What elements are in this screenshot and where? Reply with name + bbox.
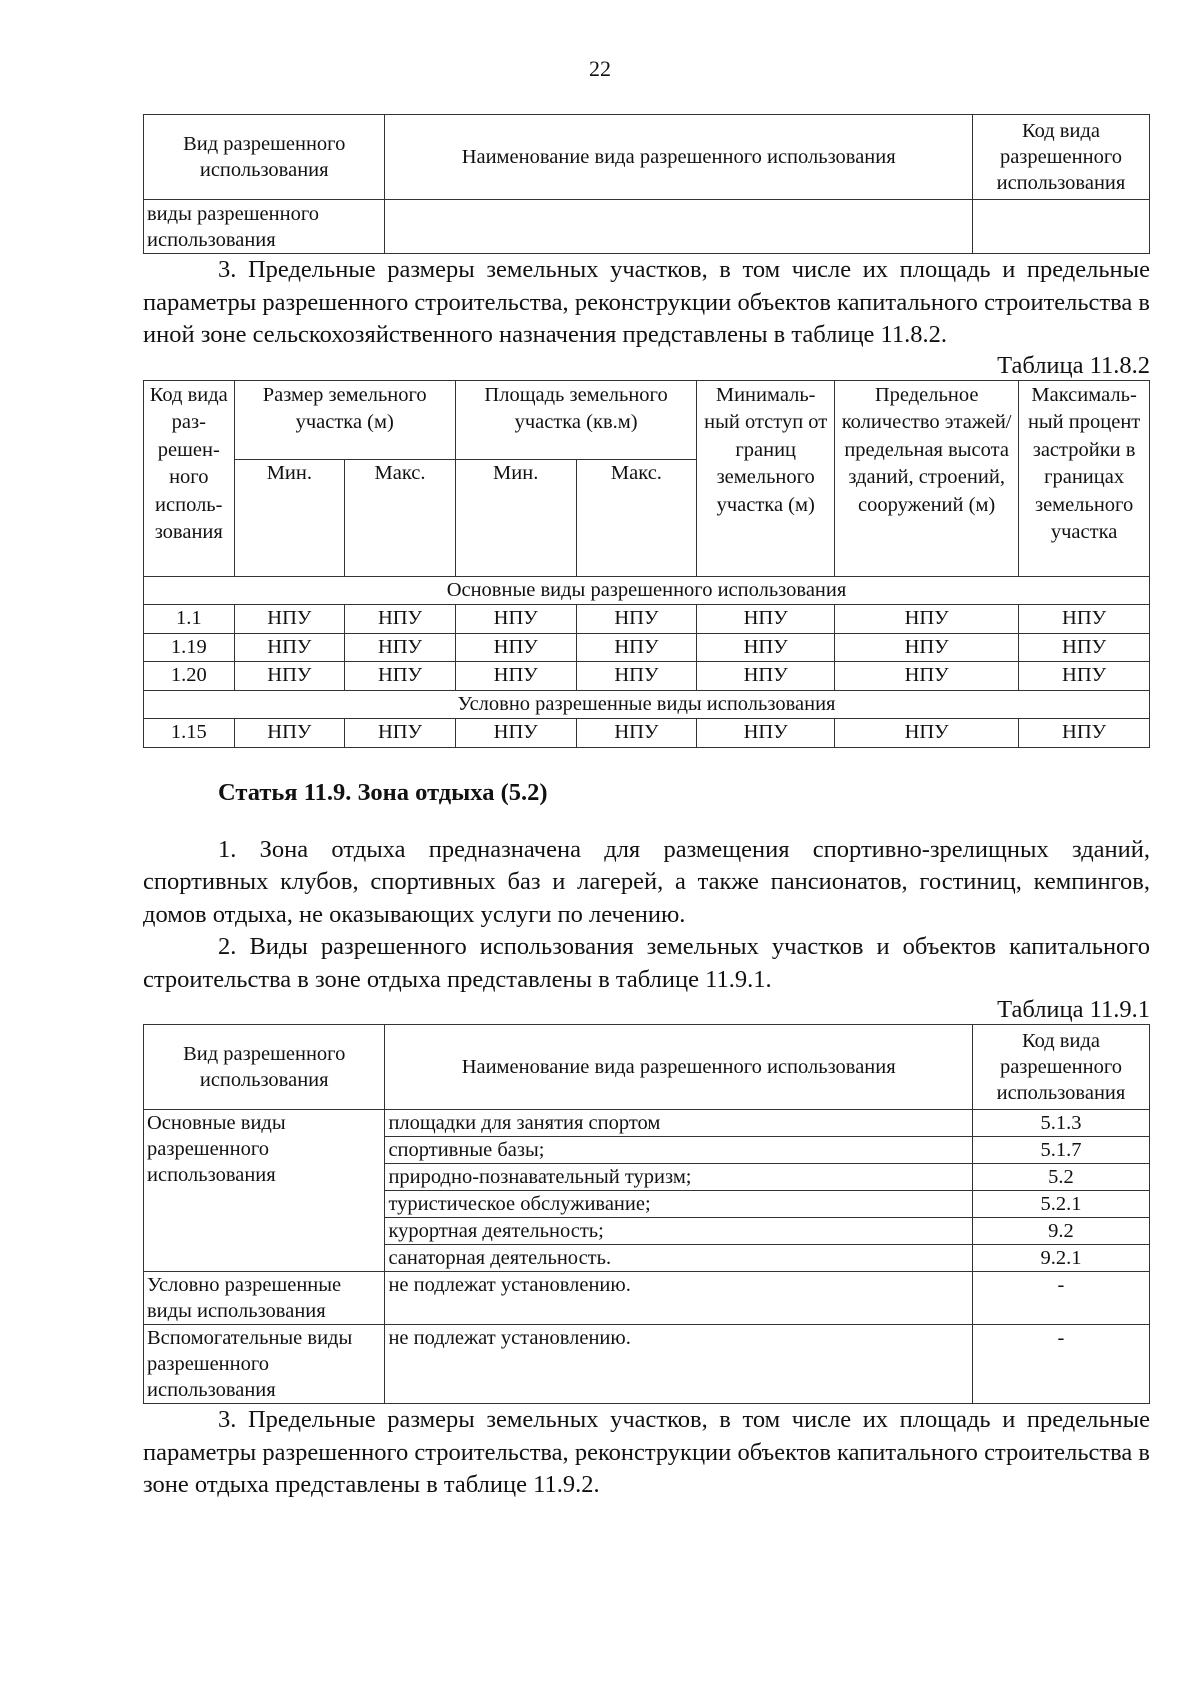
- table-cell: [972, 200, 1149, 254]
- table-cell: НПУ: [1019, 605, 1150, 634]
- header-code: Код вида раз-решен-ного исполь-зования: [144, 380, 235, 576]
- group-auxiliary: Вспомогательные виды разрешенного использования: [144, 1325, 385, 1404]
- table-cell: 5.2.1: [972, 1191, 1149, 1218]
- table-cell: НПУ: [576, 605, 697, 634]
- table-cell: НПУ: [835, 662, 1019, 691]
- table-cell: НПУ: [455, 719, 576, 748]
- table-cell: туристическое обслуживание;: [385, 1191, 973, 1218]
- table-cell: НПУ: [697, 719, 835, 748]
- table-cell: НПУ: [455, 662, 576, 691]
- table-row: [144, 662, 1150, 691]
- table-cell: [385, 200, 973, 254]
- table-cell: НПУ: [234, 662, 345, 691]
- table-1191: [143, 1024, 1150, 1404]
- rows-conditional: [144, 719, 1150, 748]
- table-cell: НПУ: [835, 719, 1019, 748]
- table-row: [144, 633, 1150, 662]
- table-cell: 5.1.7: [972, 1137, 1149, 1164]
- table-cell: 9.2.1: [972, 1245, 1149, 1272]
- table-cell: НПУ: [455, 605, 576, 634]
- table-cell: НПУ: [835, 605, 1019, 634]
- table-cell: 1.15: [144, 719, 235, 748]
- header-type: Вид разрешенного использования: [144, 1025, 385, 1110]
- table-cell: НПУ: [576, 662, 697, 691]
- header-name: Наименование вида разрешенного использования: [385, 1025, 973, 1110]
- header-area: Площадь земельного участка (кв.м): [455, 380, 696, 459]
- table-cell: НПУ: [345, 633, 456, 662]
- header-area-max: Макс.: [576, 459, 697, 576]
- rows-main: [144, 605, 1150, 691]
- table-cell: НПУ: [1019, 719, 1150, 748]
- table-cell: НПУ: [576, 633, 697, 662]
- header-code: Код вида разрешенного использования: [972, 1025, 1149, 1110]
- table-1182: [143, 380, 1150, 748]
- paragraph-3-recreation: 3. Предельные размеры земельных участков, в том числе их площадь и предельные параметры разрешенного строительства, реконструкции объектов капитального строительства в зоне отдыха представлены в таблице 11.9.2.: [143, 1406, 1150, 1498]
- table-caption-1191: Таблица 11.9.1: [997, 996, 1150, 1023]
- header-type: Вид разрешенного использования: [144, 115, 385, 200]
- table-cell: НПУ: [835, 633, 1019, 662]
- header-code: Код вида разрешенного использования: [972, 115, 1149, 200]
- paragraph-1: 1. Зона отдыха предназначена для размещения спортивно-зрелищных зданий, спортивных клубов, спортивных баз и лагерей, а также пансионатов, гостиниц, кемпингов, домов отдыха, не оказывающих услуги по лечению.: [143, 835, 1150, 928]
- table-cell: НПУ: [1019, 633, 1150, 662]
- table-row: [144, 719, 1150, 748]
- article-heading: Статья 11.9. Зона отдыха (5.2): [218, 778, 548, 806]
- group-main: Основные виды разрешенного использования: [144, 1110, 385, 1272]
- header-size: Размер земельного участка (м): [234, 380, 455, 459]
- table-cell: НПУ: [234, 605, 345, 634]
- table-cell: 1.20: [144, 662, 235, 691]
- paragraph-2: 2. Виды разрешенного использования земельных участков и объектов капитального строительства в зоне отдыха представлены в таблице 11.9.1.: [143, 933, 1150, 993]
- section-main: Основные виды разрешенного использования: [144, 576, 1150, 605]
- table-cell: НПУ: [345, 605, 456, 634]
- table-cell: виды разрешенного использования: [144, 200, 385, 254]
- header-name: Наименование вида разрешенного использования: [385, 115, 973, 200]
- page-number: 22: [589, 56, 611, 81]
- table-cell: НПУ: [697, 662, 835, 691]
- table-cell: не подлежат установлению.: [385, 1325, 973, 1404]
- section-conditional: Условно разрешенные виды использования: [144, 690, 1150, 719]
- header-setback: Минималь-ный отступ от границ земельного участка (м): [697, 380, 835, 576]
- table-caption-1182: Таблица 11.8.2: [997, 351, 1150, 379]
- table-cell: НПУ: [345, 719, 456, 748]
- table-cell: НПУ: [455, 633, 576, 662]
- header-floors: Предельное количество этажей/ предельная высота зданий, строений, сооружений (м): [835, 380, 1019, 576]
- table-row: [144, 605, 1150, 634]
- table-cell: 1.1: [144, 605, 235, 634]
- table-cell: 5.1.3: [972, 1110, 1149, 1137]
- table-cell: не подлежат установлению.: [385, 1272, 973, 1325]
- header-size-max: Макс.: [345, 459, 456, 576]
- table-cell: НПУ: [234, 633, 345, 662]
- header-area-min: Мин.: [455, 459, 576, 576]
- table-cell: природно-познавательный туризм;: [385, 1164, 973, 1191]
- table-cell: НПУ: [234, 719, 345, 748]
- table-cell: НПУ: [1019, 662, 1150, 691]
- table-cell: НПУ: [697, 605, 835, 634]
- table-continuation: [143, 114, 1150, 254]
- page-content: [143, 114, 1150, 1502]
- table-cell: 5.2: [972, 1164, 1149, 1191]
- table-cell: -: [972, 1272, 1149, 1325]
- table-cell: -: [972, 1325, 1149, 1404]
- header-size-min: Мин.: [234, 459, 345, 576]
- table-cell: 1.19: [144, 633, 235, 662]
- table-cell: 9.2: [972, 1218, 1149, 1245]
- header-coverage: Максималь-ный процент застройки в границах земельного участка: [1019, 380, 1150, 576]
- paragraph-3-limits: 3. Предельные размеры земельных участков, в том числе их площадь и предельные параметры разрешенного строительства, реконструкции объектов капитального строительства в иной зоне сельскохозяйственного назначения представлены в таблице 11.8.2.: [143, 256, 1150, 348]
- table-cell: санаторная деятельность.: [385, 1245, 973, 1272]
- table-cell: НПУ: [345, 662, 456, 691]
- group-conditional: Условно разрешенные виды использования: [144, 1272, 385, 1325]
- table-cell: НПУ: [697, 633, 835, 662]
- table-cell: площадки для занятия спортом: [385, 1110, 973, 1137]
- table-cell: курортная деятельность;: [385, 1218, 973, 1245]
- table-cell: спортивные базы;: [385, 1137, 973, 1164]
- table-cell: НПУ: [576, 719, 697, 748]
